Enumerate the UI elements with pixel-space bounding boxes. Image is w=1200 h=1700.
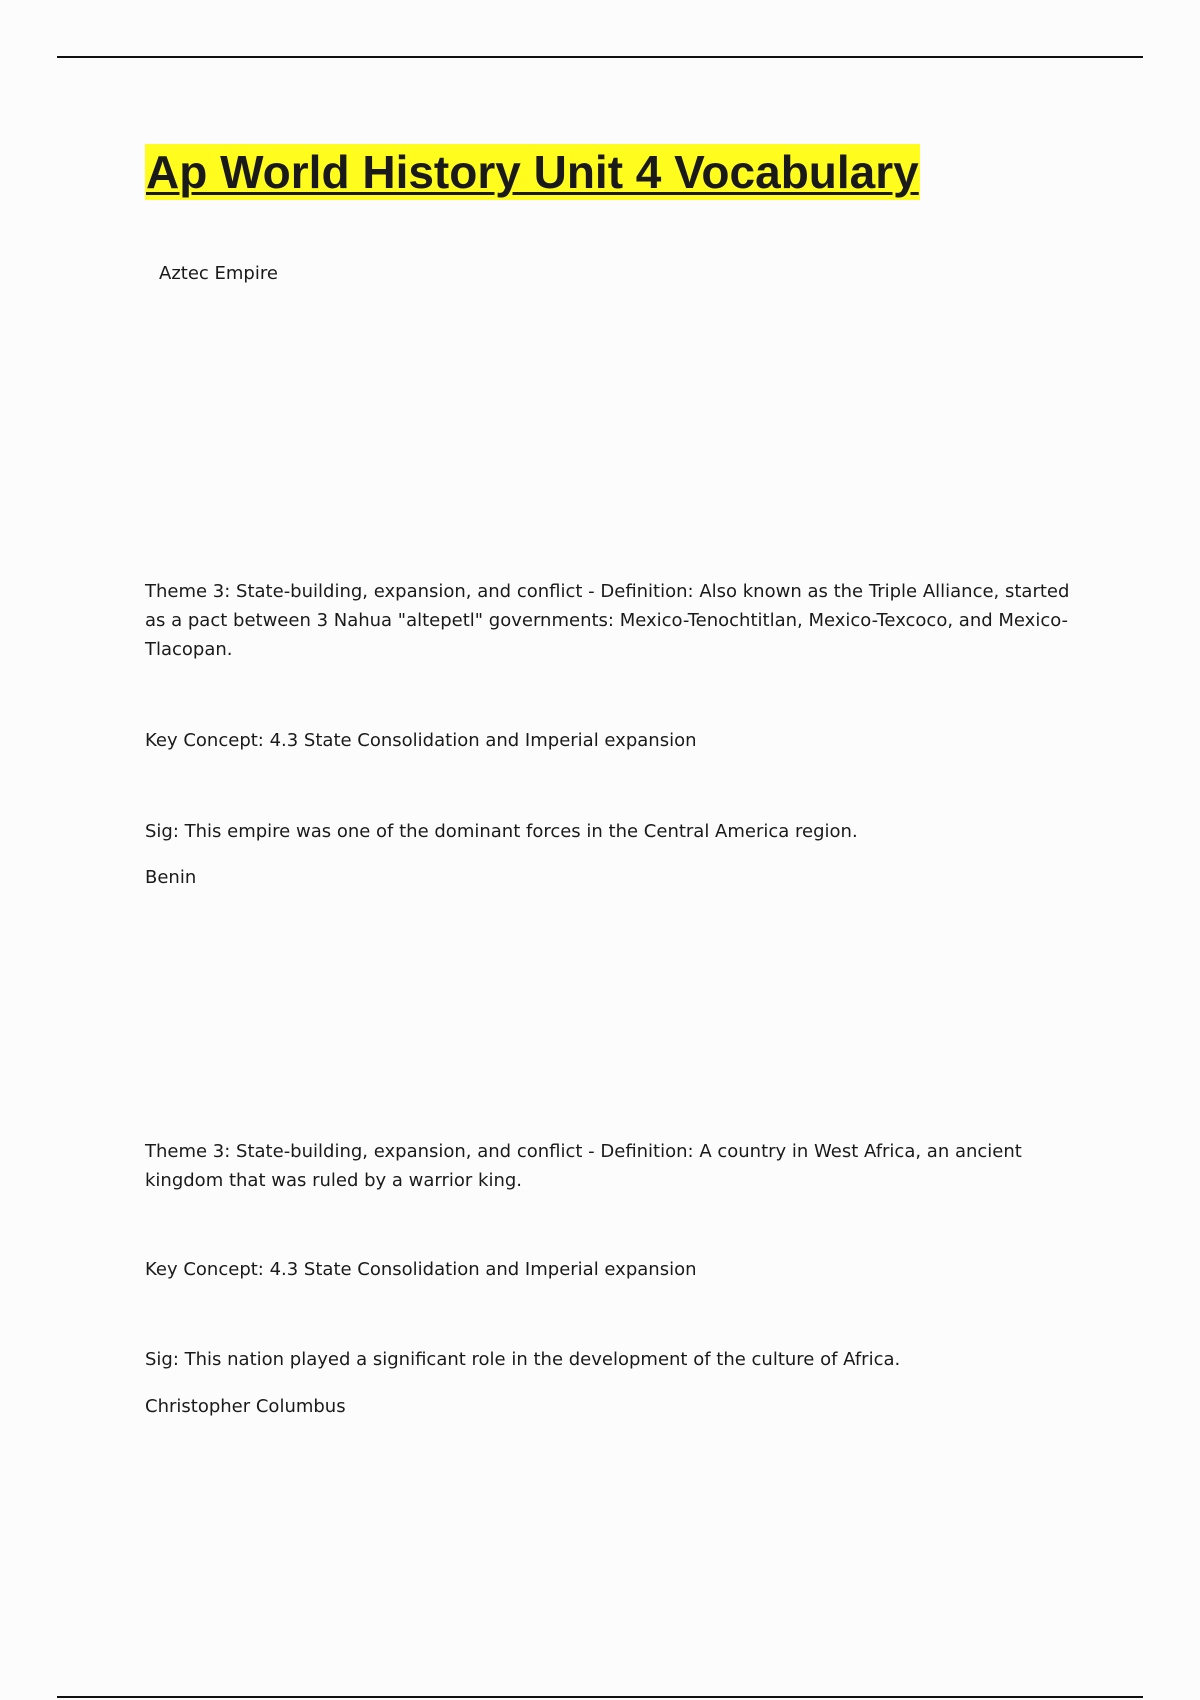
significance-benin: Sig: This nation played a significant role in the development of the culture of Africa. — [145, 1349, 901, 1370]
term-christopher-columbus: Christopher Columbus — [145, 1396, 346, 1417]
definition-aztec-empire: Theme 3: State-building, expansion, and conflict - Definition: Also known as the Triple Alliance, started as a pact between 3 Nahua "altepetl" governments: Mexico-Tenochtitlan, Mexico-Texcoco, and Mexico-Tlacopan. — [145, 581, 1070, 660]
top-rule — [57, 56, 1143, 58]
key-concept-aztec-empire: Key Concept: 4.3 State Consolidation and Imperial expansion — [145, 730, 697, 751]
bottom-rule — [57, 1696, 1143, 1698]
page-title: Ap World History Unit 4 Vocabulary — [146, 146, 919, 198]
term-aztec-empire: Aztec Empire — [159, 263, 278, 284]
definition-benin: Theme 3: State-building, expansion, and conflict - Definition: A country in West Africa, an ancient kingdom that was ruled by a warrior king. — [145, 1141, 1022, 1191]
key-concept-benin: Key Concept: 4.3 State Consolidation and Imperial expansion — [145, 1259, 697, 1280]
term-benin: Benin — [145, 867, 197, 888]
significance-aztec-empire: Sig: This empire was one of the dominant forces in the Central America region. — [145, 821, 858, 842]
